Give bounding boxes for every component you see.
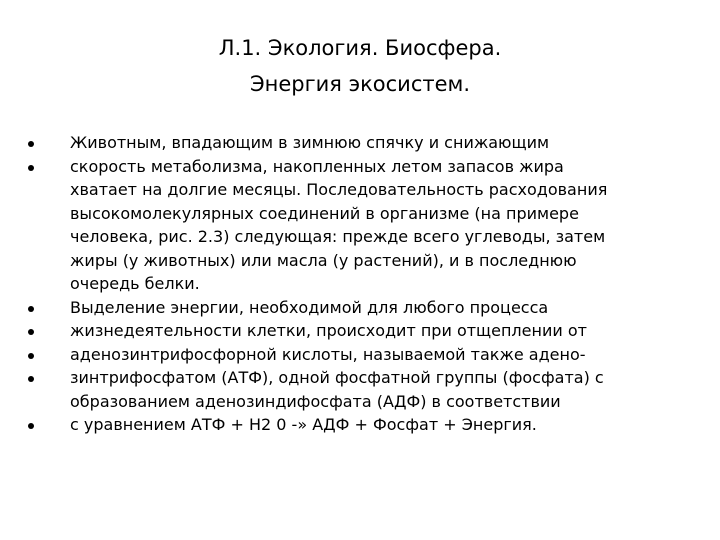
bullet-dot-icon xyxy=(28,353,34,359)
bullet-item-3 xyxy=(20,296,700,320)
bullet-dot-icon xyxy=(28,306,34,312)
bullet-dot-icon xyxy=(28,423,34,429)
title-line-2: Энергия экосистем. xyxy=(249,72,471,96)
bullet-3-line-1: Выделение энергии, необходимой для любого процесса xyxy=(70,297,549,317)
bullet-item-6 xyxy=(20,366,700,413)
bullet-2-line-3: высокомолекулярных соединений в организме (на примере xyxy=(70,203,579,223)
bullet-6-line-2: образованием аденозиндифосфата (АДФ) в соответствии xyxy=(70,391,561,411)
bullet-dot-icon xyxy=(28,165,34,171)
bullet-item-4 xyxy=(20,319,700,343)
bullet-item-5 xyxy=(20,343,700,367)
bullet-7-line-1: с уравнением АТФ + Н2 0 -» АДФ + Фосфат + Энергия. xyxy=(70,415,537,434)
bullet-2-line-1: скорость метаболизма, накопленных летом запасов жира xyxy=(70,156,564,176)
title-line-1: Л.1. Экология. Биосфера. xyxy=(218,36,502,60)
bullet-item-7 xyxy=(20,413,700,437)
bullet-6-line-1: зинтрифосфатом (АТФ), одной фосфатной группы (фосфата) с xyxy=(70,368,604,387)
bullet-5-line-1: аденозинтрифосфорной кислоты, называемой также адено- xyxy=(70,344,586,364)
bullet-dot-icon xyxy=(28,329,34,335)
slide-title xyxy=(60,30,660,102)
bullet-2-line-6: очередь белки. xyxy=(70,274,200,293)
bullet-1-line-1: Животным, впадающим в зимнюю спячку и снижающим xyxy=(70,133,550,152)
bullet-2-line-5: жиры (у животных) или масла (у растений), и в последнюю xyxy=(70,250,577,270)
bullet-list xyxy=(20,131,700,437)
bullet-dot-icon xyxy=(28,376,34,382)
bullet-dot-icon xyxy=(28,141,34,147)
bullet-item-1 xyxy=(20,131,700,155)
bullet-4-line-1: жизнедеятельности клетки, происходит при отщеплении от xyxy=(70,321,587,340)
bullet-2-line-4: человека, рис. 2.3) следующая: прежде всего углеводы, затем xyxy=(70,227,606,246)
bullet-item-2 xyxy=(20,155,700,296)
bullet-2-line-2: хватает на долгие месяцы. Последовательность расходования xyxy=(70,180,608,199)
